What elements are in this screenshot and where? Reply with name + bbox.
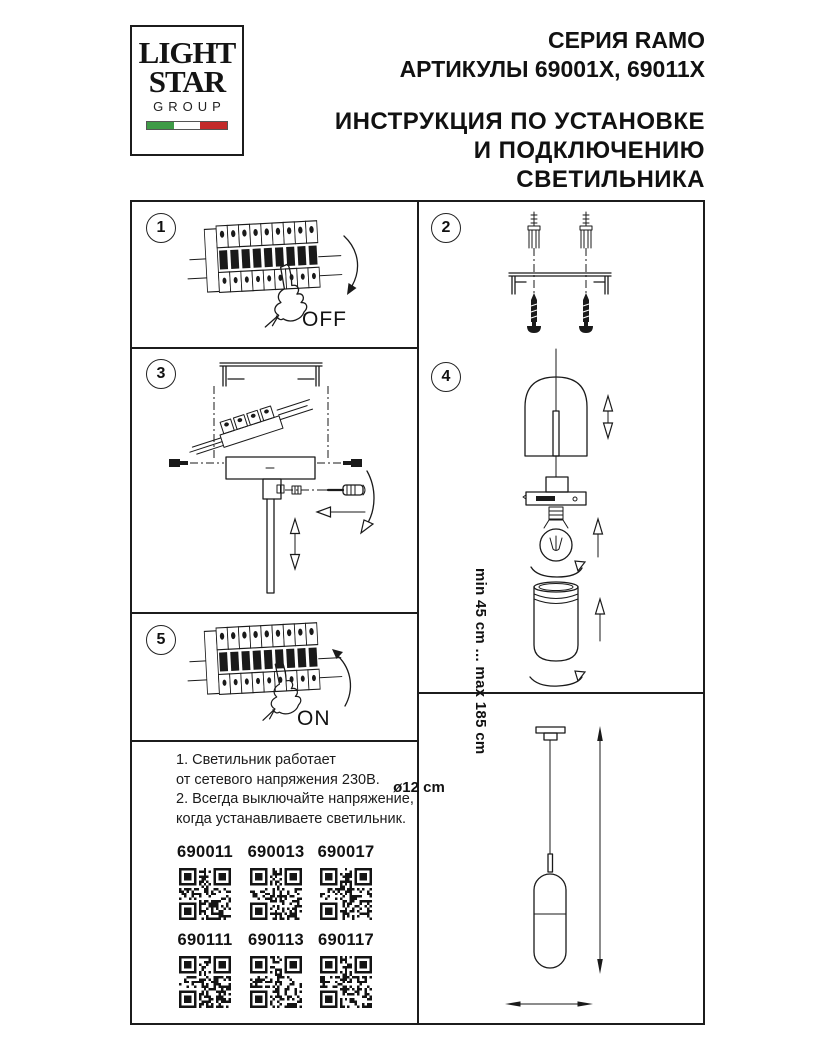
document-header: [280, 27, 705, 194]
logo-word-star: STAR: [148, 64, 226, 99]
steps-grid: [130, 200, 705, 1025]
screwdriver-icon: [323, 485, 365, 495]
series-title: СЕРИЯ RAMO: [547, 27, 705, 53]
left-arrow-icon: [317, 507, 331, 517]
step-number-1: 1: [146, 213, 176, 243]
mounting-bracket-icon: [220, 363, 322, 386]
note-line: от сетевого напряжения 230В.: [176, 771, 380, 788]
step3-mounting-illustration: [132, 349, 417, 612]
mounting-bracket-icon: [509, 273, 611, 294]
safety-notes: [176, 751, 414, 829]
wall-anchor-icon: [580, 212, 592, 248]
on-label: ON: [297, 707, 331, 730]
socket-plate-icon: [523, 492, 586, 505]
divider-right-1: [417, 692, 703, 694]
note-line: 1. Светильник работает: [176, 752, 336, 768]
glass-cylinder-icon: [534, 582, 578, 661]
dimensions-illustration: [419, 696, 707, 1027]
instruction-title-line2: И ПОДКЛЮЧЕНИЮ СВЕТИЛЬНИКА: [473, 137, 705, 193]
socket-housing-icon: [546, 477, 568, 492]
cord-sleeve-icon: [553, 411, 559, 456]
qr-article-number: 690011: [177, 843, 233, 861]
down-rod-icon: [267, 499, 274, 593]
step4-assembly-illustration: [419, 349, 707, 692]
qr-code: [320, 868, 372, 920]
down-arrow-icon: [291, 555, 300, 570]
screw-icon: [579, 293, 593, 333]
rotate-arrow-icon: [366, 471, 374, 526]
terminal-block-icon: [184, 394, 315, 458]
rotate-arrow-icon: [530, 677, 582, 686]
logo-word-group: GROUP: [153, 99, 226, 114]
note-line: когда устанавливаете светильник.: [176, 810, 407, 827]
step2-fixings-illustration: [419, 202, 707, 347]
qr-article-number: 690017: [317, 843, 375, 861]
step-number-3: 3: [146, 359, 176, 389]
qr-article-number: 690013: [247, 843, 305, 861]
diameter-dimension-label: ø12 cm: [393, 779, 445, 796]
instruction-title-line1: ИНСТРУКЦИЯ ПО УСТАНОВКЕ: [334, 108, 705, 135]
qr-item: [314, 931, 378, 1013]
step5-breaker-on-illustration: [132, 614, 417, 740]
cable-lock-icon: [263, 479, 281, 499]
height-dimension-label: min 45 cm ... max 185 cm: [472, 568, 489, 755]
curved-arrow-down: [344, 236, 358, 286]
step-number-2: 2: [431, 213, 461, 243]
qr-item: [314, 843, 378, 925]
italian-flag-icon: [146, 121, 228, 130]
up-arrow-icon: [291, 519, 300, 534]
note-line: 2. Всегда выключайте напряжение,: [176, 791, 414, 807]
wall-anchor-icon: [528, 212, 540, 248]
qr-item: [244, 843, 308, 925]
up-arrow-icon: [594, 519, 603, 534]
qr-item: [244, 931, 308, 1013]
circuit-breaker-icon: [185, 220, 342, 294]
capsule-shade-icon: [534, 874, 566, 968]
qr-item: [173, 843, 237, 925]
qr-article-number: 690117: [318, 931, 374, 949]
qr-code: [320, 956, 372, 1008]
curved-arrow-up: [338, 656, 350, 706]
down-arrow-icon: [604, 423, 613, 438]
divider-left-3: [132, 740, 419, 742]
qr-code: [179, 956, 231, 1008]
qr-article-number: 690111: [177, 931, 233, 949]
up-arrow-icon: [604, 396, 613, 411]
circuit-breaker-icon: [185, 622, 342, 696]
step-number-5: 5: [146, 625, 176, 655]
step-number-4: 4: [431, 362, 461, 392]
side-screw-icon: [351, 459, 362, 467]
instruction-title: [280, 107, 705, 194]
side-screw-icon: [169, 459, 180, 467]
rotate-arrow-icon: [531, 567, 582, 577]
articles-line: АРТИКУЛЫ 69001X, 69011X: [399, 56, 705, 82]
qr-code: [250, 868, 302, 920]
brand-logo: [130, 25, 244, 156]
qr-code: [250, 956, 302, 1008]
qr-code: [179, 868, 231, 920]
light-bulb-icon: [540, 507, 572, 561]
qr-item: [173, 931, 237, 1013]
up-arrow-icon: [596, 599, 605, 614]
screw-icon: [527, 293, 541, 333]
qr-article-number: 690113: [248, 931, 304, 949]
off-label: OFF: [302, 308, 347, 331]
logo-word-light: LIGHT: [138, 35, 236, 70]
ceiling-plate-icon: [536, 727, 565, 733]
